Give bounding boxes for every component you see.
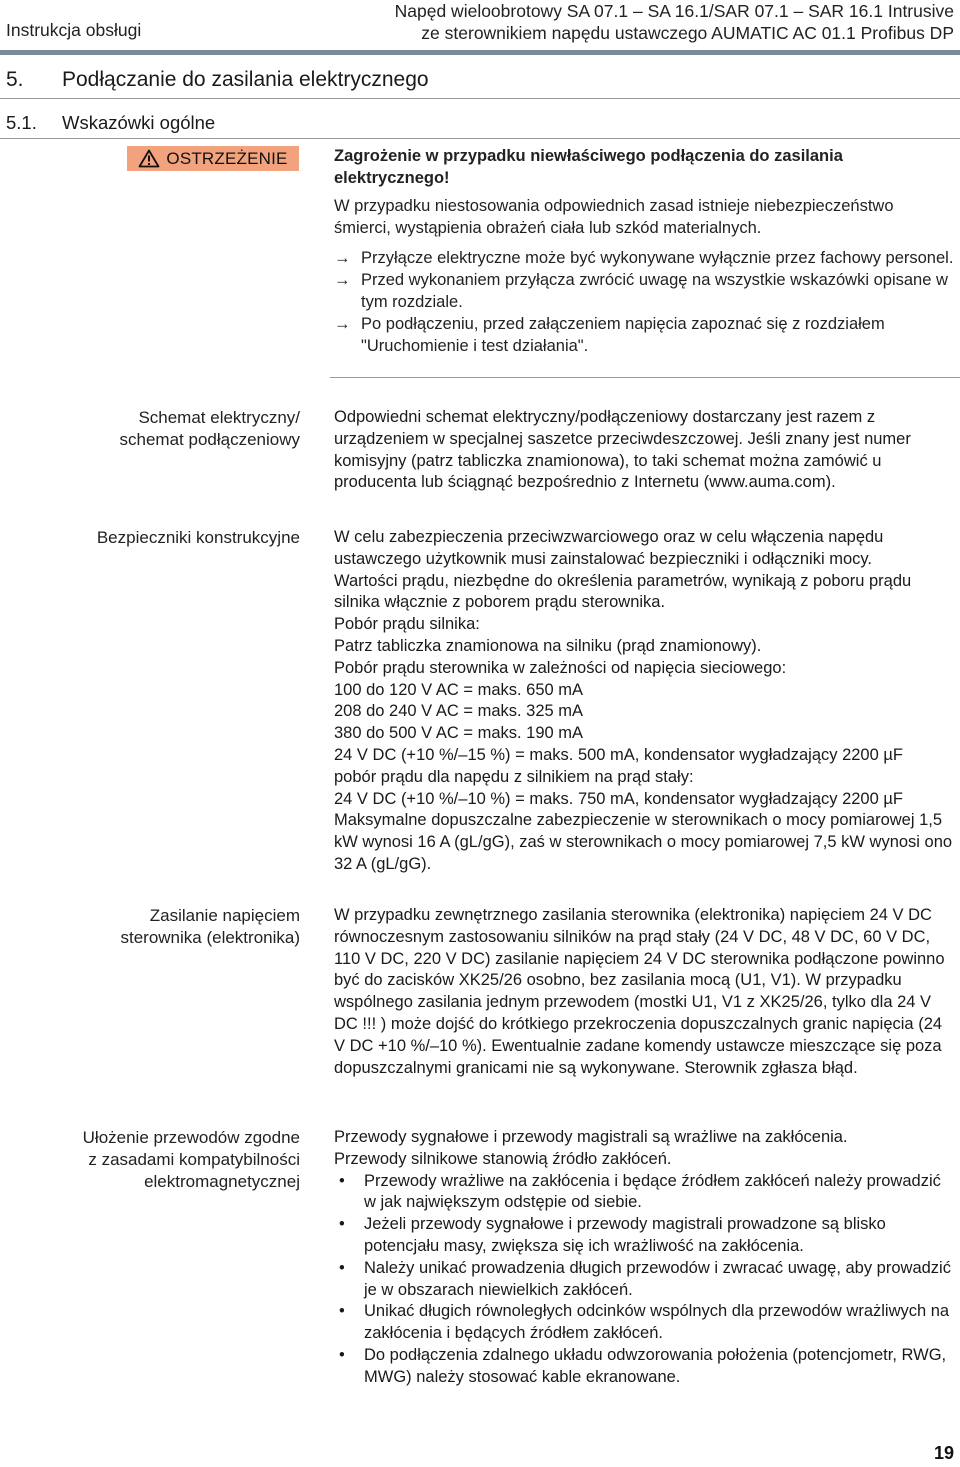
warning-triangle-icon [138,149,160,168]
warning-item-text: Przyłącze elektryczne może być wykonywane wyłącznie przez fachowy personel. [361,249,954,267]
zasilanie-paragraph: W przypadku zewnętrznego zasilania sterownika (elektronika) napięciem 24 V DC równoczesnym zastosowaniu silników na prąd stały (24 V DC, 48 V DC, 60 V DC, 110 V DC, 220 V DC) zasilanie napięciem 24 V DC sterownika podłączone powinno być do zacisków XK25/26 osobno, bez zasilania mocą (U1, V1). W przypadku wspólnego zasilania jednym przewodem (mostki U1, V1 z XK25/26, tylko dla 24 V DC !!! ) może dojść do krótkiego przekroczenia dopuszczalnych granic napięcia (24 V DC +10 %/–10 %). Ewentualnie zadane komendy ustawcze mieszczące się poza dopuszczalnymi granicami nie są wykonywane. Sterownik zgłasza błąd. [334,906,945,1077]
product-title-line1: Napęd wieloobrotowy SA 07.1 – SA 16.1/SAR 07.1 – SAR 16.1 Intrusive [394,1,954,21]
bezpieczniki-line: Pobór prądu silnika: [334,615,480,634]
emc-label-line1: Ułożenie przewodów zgodne [82,1128,300,1147]
page-number: 19 [933,1443,954,1463]
warning-item-text: Po podłączeniu, przed załączeniem napięcia zapoznać się z rozdziałem "Uruchomienie i test działania". [361,315,885,355]
list-item [334,1214,956,1258]
warning-item [334,269,954,313]
emc-label [40,1127,300,1193]
bezpieczniki-line: Maksymalne dopuszczalne zabezpieczenie w sterownikach o mocy pomiarowej 1,5 kW wynosi 16 A (gL/gG), zaś w sterownikach o mocy pomiarowej 7,5 kW wynosi ono 32 A (gL/gG). [334,811,953,873]
emc-text [334,1127,956,1389]
list-item-text: Do podłączenia zdalnego układu odwzorowania położenia (potencjometr, RWG, MWG) należy stosować kable ekranowane. [364,1345,947,1386]
product-title-line2: ze sterownikiem napędu ustawczego AUMATIC AC 01.1 Profibus DP [421,23,954,43]
bezpieczniki-line: Pobór prądu sterownika w zależności od napięcia sieciowego: [334,658,787,677]
schemat-text [334,407,956,494]
arrow-right-icon: → [334,249,351,267]
list-item [334,1345,956,1389]
bullet-icon: • [339,1258,345,1277]
bullet-icon: • [339,1345,345,1364]
bezpieczniki-line: Wartości prądu, niezbędne do określenia parametrów, wynikają z poboru prądu silnika włącznie z poborem prądu sterownika. [334,571,912,612]
section-title: Wskazówki ogólne [62,112,216,133]
schemat-label [40,407,300,451]
chapter-number: 5. [6,68,24,91]
chapter-heading [6,68,429,92]
bullet-icon: • [339,1302,345,1321]
bezpieczniki-line: 208 do 240 V AC = maks. 325 mA [334,702,584,721]
manual-title: Instrukcja obsługi [6,20,142,40]
bezpieczniki-line: 380 do 500 V AC = maks. 190 mA [334,724,584,743]
warning-heading: Zagrożenie w przypadku niewłaściwego podłączenia do zasilania elektrycznego! [334,147,843,187]
bullet-icon: • [339,1215,345,1234]
section-number: 5.1. [6,112,37,133]
warning-text: W przypadku niestosowania odpowiednich zasad istnieje niebezpieczeństwo śmierci, wystąpienia obrażeń ciała lub szkód materialnych. [334,197,894,237]
zasilanie-text [334,905,956,1079]
arrow-right-icon: → [334,271,351,289]
bezpieczniki-line: 24 V DC (+10 %/–10 %) = maks. 750 mA, kondensator wygładzający 2200 µF [334,789,903,808]
chapter-rule [0,98,960,99]
bezpieczniki-text [334,527,956,876]
list-item-text: Unikać długich równoległych odcinków wspólnych dla przewodów wrażliwych na zakłócenia i będących źródłem zakłóceń. [364,1302,950,1343]
bezpieczniki-label: Bezpieczniki konstrukcyjne [96,528,300,547]
emc-bullet-list [334,1171,956,1389]
schemat-label-line2: schemat podłączeniowy [119,430,300,449]
list-item-text: Przewody wrażliwe na zakłócenia i będące źródłem zakłóceń należy prowadzić w jak największym odstępie od siebie. [364,1171,941,1212]
bezpieczniki-line: W celu zabezpieczenia przeciwzwarciowego oraz w celu włączenia napędu ustawczego użytkownik musi zainstalować bezpieczniki i odłączniki mocy. [334,528,884,568]
section-heading [6,112,215,134]
warning-label: OSTRZEŻENIE [166,148,288,168]
bullet-icon: • [339,1171,345,1190]
bezpieczniki-line: 100 do 120 V AC = maks. 650 mA [334,680,584,699]
warning-item [334,247,954,269]
zasilanie-label-line2: sterownika (elektronika) [120,928,300,947]
zasilanie-label-line1: Zasilanie napięciem [149,906,300,925]
warning-item-text: Przed wykonaniem przyłącza zwrócić uwagę na wszystkie wskazówki opisane w tym rozdziale. [361,271,948,311]
bezpieczniki-line: 24 V DC (+10 %/–15 %) = maks. 500 mA, kondensator wygładzający 2200 µF [334,745,903,764]
chapter-title: Podłączanie do zasilania elektrycznego [62,68,429,91]
emc-intro: Przewody silnikowe stanowią źródło zakłóceń. [334,1149,672,1168]
emc-label-line3: elektromagnetycznej [144,1172,300,1191]
list-item [334,1171,956,1215]
schemat-label-line1: Schemat elektryczny/ [138,408,300,427]
bezpieczniki-line: pobór prądu dla napędu z silnikiem na prąd stały: [334,767,694,786]
emc-intro: Przewody sygnałowe i przewody magistrali są wrażliwe na zakłócenia. [334,1128,848,1146]
zasilanie-label [40,905,300,949]
section-rule [0,138,960,139]
list-item-text: Jeżeli przewody sygnałowe i przewody magistrali prowadzone są blisko potencjału masy, zwiększa się ich wrażliwość na zakłócenia. [364,1215,886,1255]
list-item [334,1301,956,1345]
arrow-right-icon: → [334,315,351,333]
warning-content [334,145,954,357]
warning-badge [127,146,299,171]
emc-label-line2: z zasadami kompatybilności [88,1150,300,1169]
list-item-text: Należy unikać prowadzenia długich przewodów i zwracać uwagę, aby prowadzić je w obszarach niewielkich zakłóceń. [364,1258,951,1299]
schemat-paragraph: Odpowiedni schemat elektryczny/podłączeniowy dostarczany jest razem z urządzeniem w specjalnej saszetce przeciwdeszczowej. Jeśli znany jest numer komisyjny (patrz tabliczka znamionowa), to taki schemat można zamówić u producenta lub ściągnąć bezpośrednio z Internetu (www.auma.com). [334,408,911,492]
header-rule [0,50,960,55]
warning-rule [330,377,960,378]
product-title [395,0,954,44]
warning-item [334,313,954,357]
list-item [334,1258,956,1302]
bezpieczniki-line: Patrz tabliczka znamionowa na silniku (prąd znamionowy). [334,636,762,655]
